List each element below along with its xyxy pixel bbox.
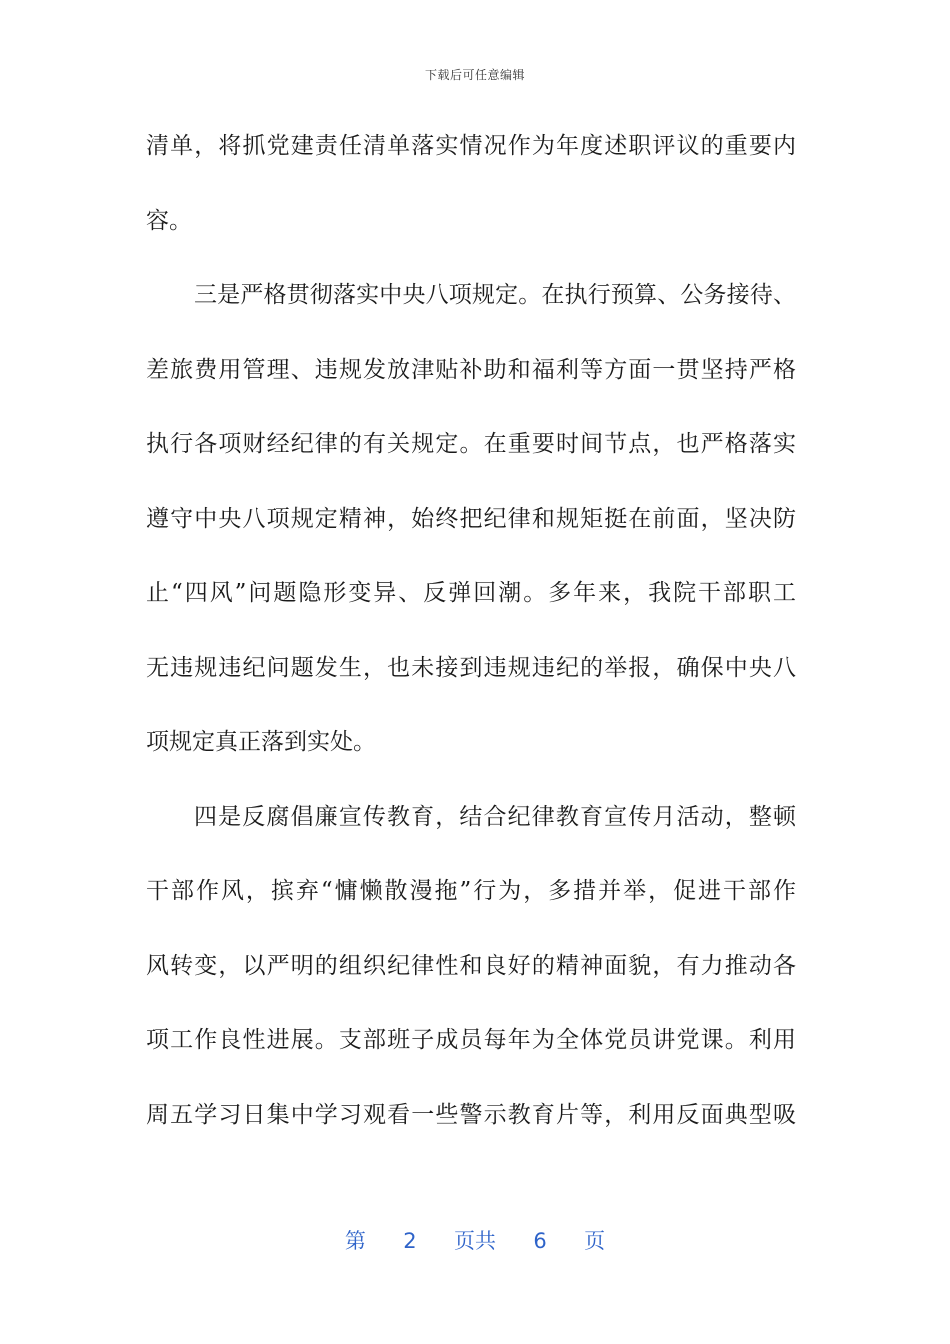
text-line-1: 清单，将抓党建责任清单落实情况作为年度述职评议的重要内 [146,133,796,159]
text-line-4: 差旅费用管理、违规发放津贴补助和福利等方面一贯坚持严格 [146,356,796,383]
text-line-8: 无违规违纪问题发生，也未接到违规违纪的举报，确保中央八 [146,654,796,681]
text-line-9: 项规定真正落到实处。 [146,729,376,755]
current-page-number: 2 [403,1229,417,1253]
page-prefix: 第 [344,1229,366,1253]
page-suffix: 页 [584,1229,606,1253]
total-pages-number: 6 [533,1229,547,1253]
paragraph-4-start: 四是反腐倡廉宣传教育，结合纪律教育宣传月活动，整顿 [194,803,796,830]
text-line-12: 风转变，以严明的组织纪律性和良好的精神面貌，有力推动各 [146,952,796,979]
page-middle-label: 页共 [454,1229,496,1253]
text-line-5: 执行各项财经纪律的有关规定。在重要时间节点，也严格落实 [146,431,796,457]
text-line-6: 遵守中央八项规定精神，始终把纪律和规矩挺在前面，坚决防 [146,505,796,532]
text-line-11: 干部作风，摈弃“慵懒散漫拖”行为，多措并举，促进干部作 [146,878,796,904]
page-header: 下载后可任意编辑 [424,68,525,82]
page-footer [0,1225,950,1255]
text-line-13: 项工作良性进展。支部班子成员每年为全体党员讲党课。利用 [146,1027,796,1053]
text-line-2: 容。 [146,207,192,234]
text-line-7: 止“四风”问题隐形变异、反弹回潮。多年来，我院干部职工 [146,580,796,606]
document-body [146,120,796,1163]
text-line-14: 周五学习日集中学习观看一些警示教育片等，利用反面典型吸 [146,1101,796,1128]
paragraph-3-start: 三是严格贯彻落实中央八项规定。在执行预算、公务接待、 [194,282,796,308]
